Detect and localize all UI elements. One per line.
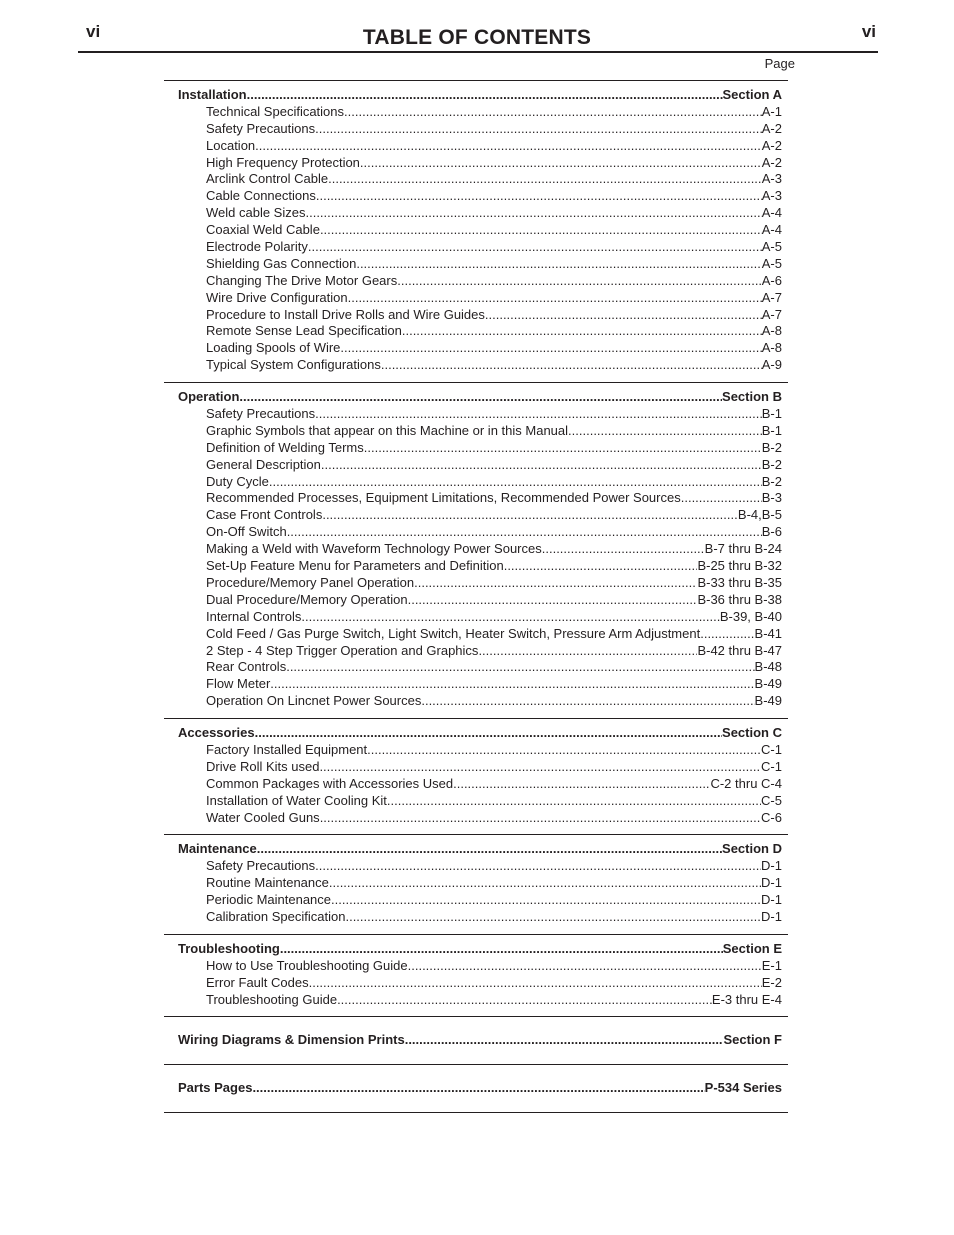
toc-entry-page: C-2 thru C-4 bbox=[710, 775, 782, 791]
toc-entry-label: Cable Connections bbox=[206, 188, 316, 204]
toc-entry-page: A-8 bbox=[761, 340, 782, 356]
toc-entry[interactable] bbox=[178, 958, 782, 975]
toc-entry-label: Routine Maintenance bbox=[206, 875, 329, 891]
dot-leader bbox=[239, 389, 722, 406]
toc-entry-label: Troubleshooting Guide bbox=[206, 991, 338, 1007]
dot-leader bbox=[408, 592, 698, 609]
toc-entry-page: B-1 bbox=[761, 422, 782, 438]
toc-entry-label: Installation of Water Cooling Kit bbox=[206, 792, 387, 808]
section-heading-page: P-534 Series bbox=[704, 1080, 782, 1096]
toc-entry-label: Internal Controls bbox=[206, 608, 302, 624]
toc-entry-label: Set-Up Feature Menu for Parameters and Definition bbox=[206, 558, 504, 574]
dot-leader bbox=[402, 323, 762, 340]
toc-entry-label: Cold Feed / Gas Purge Switch, Light Switch, Heater Switch, Pressure Arm Adjustment bbox=[206, 625, 701, 641]
toc-entry-page: B-49 bbox=[754, 676, 782, 692]
toc-entry[interactable] bbox=[178, 423, 782, 440]
toc-section bbox=[164, 1065, 788, 1112]
toc-entry-label: Arclink Control Cable bbox=[206, 171, 329, 187]
toc-entry[interactable] bbox=[178, 626, 782, 643]
toc-entry-page: B-33 thru B-35 bbox=[697, 574, 782, 590]
dot-leader bbox=[345, 909, 761, 926]
toc-entry-label: Graphic Symbols that appear on this Machine or in this Manual bbox=[206, 422, 569, 438]
toc-entry-page: B-42 thru B-47 bbox=[697, 642, 782, 658]
dot-leader bbox=[331, 892, 761, 909]
toc-entry[interactable] bbox=[178, 222, 782, 239]
toc-entry-label: Making a Weld with Waveform Technology Power Sources bbox=[206, 541, 542, 557]
section-heading-label: Accessories bbox=[178, 725, 255, 741]
toc-entry[interactable] bbox=[178, 357, 782, 374]
toc-section bbox=[164, 81, 788, 382]
dot-leader bbox=[356, 256, 761, 273]
section-heading-page: Section C bbox=[722, 725, 782, 741]
section-heading-page: Section F bbox=[723, 1032, 782, 1048]
toc-section bbox=[164, 719, 788, 834]
section-divider bbox=[164, 1112, 788, 1113]
toc-entry-label: Definition of Welding Terms bbox=[206, 439, 364, 455]
dot-leader bbox=[316, 188, 762, 205]
toc-entry-label: Dual Procedure/Memory Operation bbox=[206, 591, 408, 607]
dot-leader bbox=[320, 810, 761, 827]
dot-leader bbox=[360, 155, 762, 172]
toc-entry[interactable] bbox=[178, 693, 782, 710]
toc-entry-label: Procedure/Memory Panel Operation bbox=[206, 574, 415, 590]
toc-entry-label: How to Use Troubleshooting Guide bbox=[206, 957, 408, 973]
toc-entry-label: Electrode Polarity bbox=[206, 239, 308, 255]
toc-entry-label: General Description bbox=[206, 456, 321, 472]
toc-entry[interactable] bbox=[178, 239, 782, 256]
toc-entry[interactable] bbox=[178, 457, 782, 474]
toc-entry-label: Technical Specifications bbox=[206, 103, 345, 119]
toc-entry[interactable] bbox=[178, 759, 782, 776]
toc-entry[interactable] bbox=[178, 992, 782, 1009]
toc-entry[interactable] bbox=[178, 155, 782, 172]
toc-entry-page: B-2 bbox=[761, 473, 782, 489]
toc-entry[interactable] bbox=[178, 340, 782, 357]
toc-entry[interactable] bbox=[178, 524, 782, 541]
toc-entry-page: D-1 bbox=[761, 908, 782, 924]
dot-leader bbox=[257, 841, 722, 858]
title-rule bbox=[78, 51, 878, 53]
toc-entry-label: 2 Step - 4 Step Trigger Operation and Graphics bbox=[206, 642, 479, 658]
toc-entry[interactable] bbox=[178, 273, 782, 290]
toc-entry[interactable] bbox=[178, 290, 782, 307]
toc-entry-page: C-1 bbox=[761, 758, 782, 774]
section-heading[interactable] bbox=[178, 841, 782, 858]
toc-entry[interactable] bbox=[178, 138, 782, 155]
dot-leader bbox=[485, 307, 762, 324]
section-heading[interactable] bbox=[178, 389, 782, 406]
toc-entry[interactable] bbox=[178, 490, 782, 507]
dot-leader bbox=[255, 725, 722, 742]
toc-entry[interactable] bbox=[178, 104, 782, 121]
toc-entry-page: E-2 bbox=[761, 974, 782, 990]
toc-entry-page: B-25 thru B-32 bbox=[697, 558, 782, 574]
toc-entry-page: B-36 thru B-38 bbox=[697, 591, 782, 607]
toc-entry-page: C-5 bbox=[761, 792, 782, 808]
toc-section bbox=[164, 383, 788, 718]
toc-entry-page: B-39, B-40 bbox=[719, 608, 782, 624]
toc-entry-page: B-2 bbox=[761, 456, 782, 472]
toc-entry[interactable] bbox=[178, 188, 782, 205]
toc-entry-label: Drive Roll Kits used bbox=[206, 758, 320, 774]
toc-entry-page: D-1 bbox=[761, 892, 782, 908]
toc-entry-label: Shielding Gas Connection bbox=[206, 255, 357, 271]
toc-entry-label: Flow Meter bbox=[206, 676, 271, 692]
dot-leader bbox=[387, 793, 761, 810]
toc-entry[interactable] bbox=[178, 609, 782, 626]
toc-entry-page: A-2 bbox=[761, 120, 782, 136]
toc-entry[interactable] bbox=[178, 892, 782, 909]
toc-section bbox=[164, 835, 788, 933]
toc-entry-page: A-8 bbox=[761, 323, 782, 339]
toc-entry-page: A-5 bbox=[761, 255, 782, 271]
page-number-right: vi bbox=[861, 22, 876, 41]
toc-entry-page: B-1 bbox=[761, 406, 782, 422]
toc-entry-label: Location bbox=[206, 137, 256, 153]
toc-entry-page: B-6 bbox=[761, 524, 782, 540]
dot-leader bbox=[381, 357, 762, 374]
dot-leader bbox=[328, 171, 762, 188]
dot-leader bbox=[364, 440, 762, 457]
dot-leader bbox=[340, 340, 761, 357]
toc-entry[interactable] bbox=[178, 592, 782, 609]
dot-leader bbox=[247, 87, 723, 104]
toc-section bbox=[164, 935, 788, 1017]
toc-entry-label: Changing The Drive Motor Gears bbox=[206, 272, 398, 288]
toc-entry-label: Periodic Maintenance bbox=[206, 892, 332, 908]
dot-leader bbox=[286, 659, 754, 676]
toc-entry-page: B-41 bbox=[754, 625, 782, 641]
toc-entry-page: A-9 bbox=[761, 357, 782, 373]
toc-entry-page: A-7 bbox=[761, 306, 782, 322]
toc-entry-label: Weld cable Sizes bbox=[206, 205, 306, 221]
toc-entry-page: E-3 thru E-4 bbox=[711, 991, 782, 1007]
toc-entry[interactable] bbox=[178, 659, 782, 676]
page-number-left: vi bbox=[86, 22, 101, 41]
toc-section bbox=[164, 1017, 788, 1064]
toc-entry-label: Typical System Configurations bbox=[206, 357, 381, 373]
toc-entry-label: Rear Controls bbox=[206, 659, 287, 675]
toc-entry-page: C-6 bbox=[761, 809, 782, 825]
dot-leader bbox=[700, 626, 754, 643]
toc-entry-page: D-1 bbox=[761, 858, 782, 874]
toc bbox=[164, 80, 788, 1113]
toc-entry[interactable] bbox=[178, 256, 782, 273]
toc-entry-label: High Frequency Protection bbox=[206, 154, 360, 170]
dot-leader bbox=[414, 575, 697, 592]
dot-leader bbox=[329, 875, 761, 892]
toc-entry-page: B-49 bbox=[754, 693, 782, 709]
section-heading-label: Troubleshooting bbox=[178, 940, 280, 956]
toc-entry-page: B-3 bbox=[761, 490, 782, 506]
page-column-label: Page bbox=[764, 56, 795, 71]
toc-entry[interactable] bbox=[178, 875, 782, 892]
dot-leader bbox=[320, 222, 762, 239]
dot-leader bbox=[315, 858, 761, 875]
section-heading[interactable] bbox=[178, 941, 782, 958]
section-heading-label: Installation bbox=[178, 87, 247, 102]
toc-entry-label: Coaxial Weld Cable bbox=[206, 222, 320, 238]
section-heading-label: Operation bbox=[178, 389, 240, 405]
toc-entry[interactable] bbox=[178, 810, 782, 827]
toc-entry[interactable] bbox=[178, 541, 782, 558]
toc-entry-label: Procedure to Install Drive Rolls and Wire Guides bbox=[206, 306, 485, 322]
toc-entry[interactable] bbox=[178, 643, 782, 660]
toc-entry-label: Loading Spools of Wire bbox=[206, 340, 341, 356]
toc-entry[interactable] bbox=[178, 171, 782, 188]
dot-leader bbox=[322, 507, 738, 524]
dot-leader bbox=[408, 958, 762, 975]
toc-entry-page: A-2 bbox=[761, 137, 782, 153]
toc-entry-page: A-5 bbox=[761, 239, 782, 255]
dot-leader bbox=[344, 104, 762, 121]
toc-entry-page: C-1 bbox=[761, 741, 782, 757]
toc-entry[interactable] bbox=[178, 742, 782, 759]
toc-entry-label: Operation On Lincnet Power Sources bbox=[206, 693, 422, 709]
toc-entry-page: A-3 bbox=[761, 188, 782, 204]
toc-entry[interactable] bbox=[178, 406, 782, 423]
toc-entry[interactable] bbox=[178, 440, 782, 457]
toc-entry[interactable] bbox=[178, 558, 782, 575]
section-heading[interactable] bbox=[178, 87, 782, 104]
toc-entry-page: A-7 bbox=[761, 289, 782, 305]
dot-leader bbox=[397, 273, 762, 290]
toc-entry[interactable] bbox=[178, 323, 782, 340]
toc-entry[interactable] bbox=[178, 909, 782, 926]
dot-leader bbox=[309, 975, 762, 992]
dot-leader bbox=[315, 406, 762, 423]
dot-leader bbox=[319, 759, 761, 776]
toc-entry-page: B-48 bbox=[754, 659, 782, 675]
section-heading-page: Section A bbox=[722, 87, 782, 102]
toc-entry[interactable] bbox=[178, 121, 782, 138]
dot-leader bbox=[321, 457, 762, 474]
section-heading-label: Wiring Diagrams & Dimension Prints bbox=[178, 1032, 405, 1048]
toc-entry[interactable] bbox=[178, 307, 782, 324]
dot-leader bbox=[568, 423, 762, 440]
toc-entry-page: A-4 bbox=[761, 222, 782, 238]
toc-entry-label: Duty Cycle bbox=[206, 473, 269, 489]
toc-entry[interactable] bbox=[178, 575, 782, 592]
toc-entry[interactable] bbox=[178, 507, 782, 524]
toc-entry-label: Safety Precautions bbox=[206, 406, 316, 422]
dot-leader bbox=[287, 524, 762, 541]
section-heading-page: Section D bbox=[722, 841, 782, 857]
dot-leader bbox=[252, 1080, 704, 1097]
toc-entry-label: Safety Precautions bbox=[206, 858, 316, 874]
dot-leader bbox=[405, 1032, 724, 1049]
dot-leader bbox=[308, 239, 762, 256]
toc-entry[interactable] bbox=[178, 205, 782, 222]
dot-leader bbox=[478, 643, 697, 660]
toc-entry-label: Case Front Controls bbox=[206, 507, 323, 523]
dot-leader bbox=[453, 776, 710, 793]
toc-entry-label: Calibration Specification bbox=[206, 908, 346, 924]
toc-entry-page: A-2 bbox=[761, 154, 782, 170]
toc-entry-page: A-3 bbox=[761, 171, 782, 187]
dot-leader bbox=[270, 676, 754, 693]
dot-leader bbox=[504, 558, 698, 575]
toc-entry-label: Safety Precautions bbox=[206, 120, 316, 136]
page-title: TABLE OF CONTENTS bbox=[362, 26, 592, 49]
toc-entry-page: A-6 bbox=[761, 272, 782, 288]
toc-entry-page: B-4,B-5 bbox=[737, 507, 782, 523]
toc-entry-label: On-Off Switch bbox=[206, 524, 287, 540]
dot-leader bbox=[681, 490, 762, 507]
section-heading[interactable] bbox=[178, 725, 782, 742]
toc-entry-label: Wire Drive Configuration bbox=[206, 289, 348, 305]
dot-leader bbox=[269, 474, 762, 491]
toc-entry[interactable] bbox=[178, 776, 782, 793]
toc-entry-page: B-7 thru B-24 bbox=[704, 541, 782, 557]
toc-entry-label: Water Cooled Guns bbox=[206, 809, 320, 825]
dot-leader bbox=[255, 138, 762, 155]
dot-leader bbox=[280, 941, 723, 958]
toc-entry-label: Factory Installed Equipment bbox=[206, 741, 368, 757]
section-heading[interactable] bbox=[178, 1080, 782, 1097]
toc-entry-page: B-2 bbox=[761, 439, 782, 455]
dot-leader bbox=[542, 541, 705, 558]
section-heading-label: Maintenance bbox=[178, 841, 257, 857]
toc-entry-page: A-1 bbox=[761, 103, 782, 119]
dot-leader bbox=[301, 609, 719, 626]
dot-leader bbox=[421, 693, 754, 710]
dot-leader bbox=[348, 290, 762, 307]
dot-leader bbox=[305, 205, 761, 222]
toc-entry-page: D-1 bbox=[761, 875, 782, 891]
toc-entry[interactable] bbox=[178, 474, 782, 491]
dot-leader bbox=[337, 992, 712, 1009]
toc-entry[interactable] bbox=[178, 676, 782, 693]
section-heading-label: Parts Pages bbox=[178, 1080, 253, 1096]
toc-entry-label: Recommended Processes, Equipment Limitations, Recommended Power Sources bbox=[206, 490, 681, 506]
toc-entry[interactable] bbox=[178, 975, 782, 992]
toc-entry-label: Common Packages with Accessories Used bbox=[206, 775, 454, 791]
toc-entry[interactable] bbox=[178, 793, 782, 810]
dot-leader bbox=[315, 121, 762, 138]
dot-leader bbox=[367, 742, 761, 759]
toc-entry-page: A-4 bbox=[761, 205, 782, 221]
toc-entry-page: E-1 bbox=[761, 957, 782, 973]
toc-entry-label: Remote Sense Lead Specification bbox=[206, 323, 402, 339]
toc-entry-label: Error Fault Codes bbox=[206, 974, 309, 990]
toc-entry[interactable] bbox=[178, 858, 782, 875]
section-heading[interactable] bbox=[178, 1032, 782, 1049]
section-heading-page: Section E bbox=[722, 940, 782, 956]
section-heading-page: Section B bbox=[722, 389, 782, 405]
